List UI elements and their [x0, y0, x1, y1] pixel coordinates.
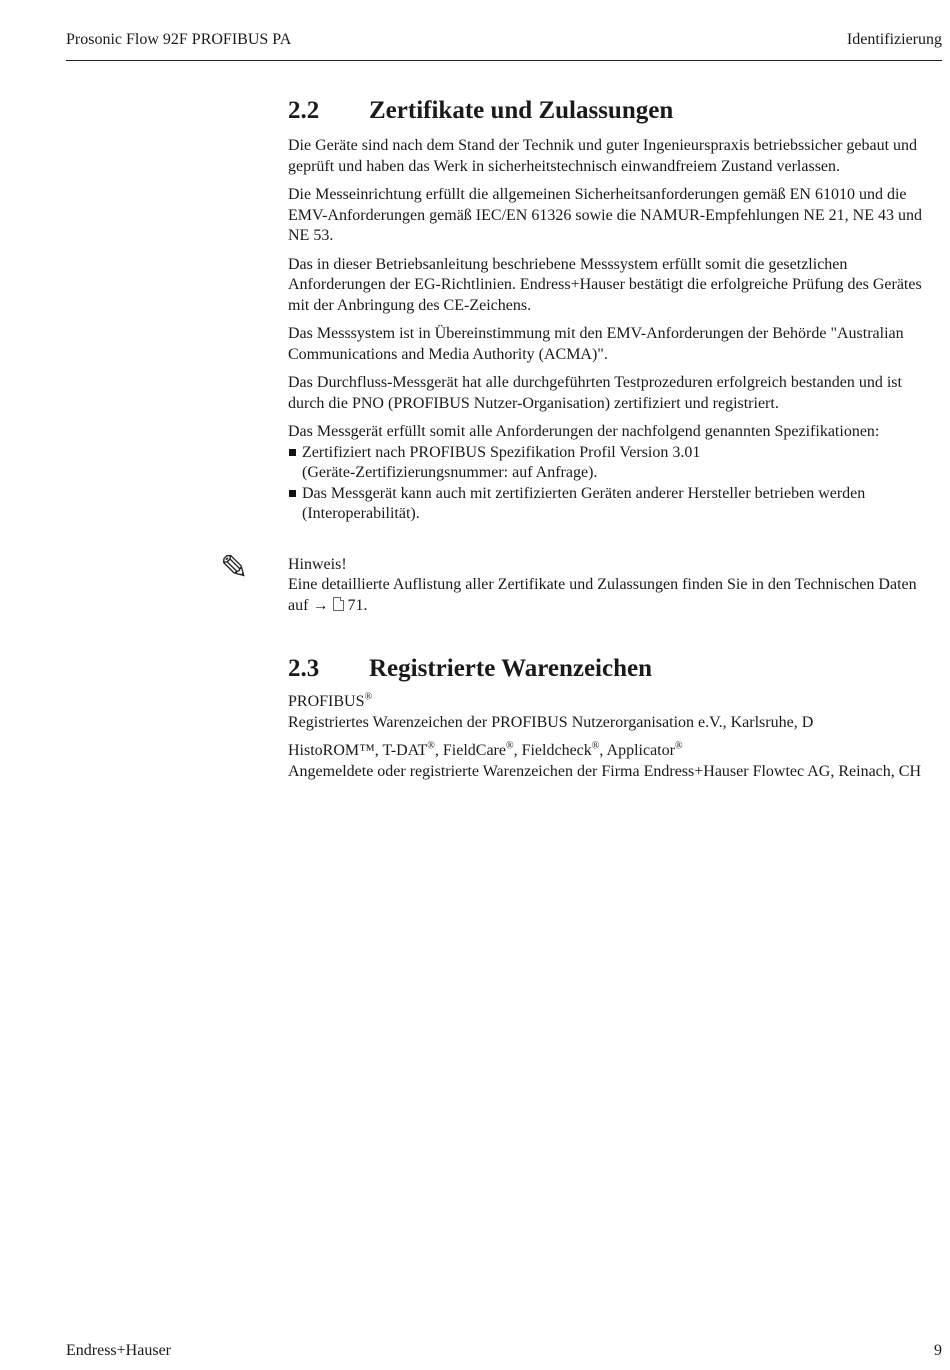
header-chapter-title: Identifizierung: [846, 31, 942, 48]
list-item: Das Messgerät kann auch mit zertifizierten Geräten anderer Hersteller betrieben werden (Interoperabilität).: [288, 484, 942, 525]
section-2-3-heading: [288, 654, 942, 684]
trademark-entry: PROFIBUS® Registriertes Warenzeichen der PROFIBUS Nutzerorganisation e.V., Karlsruhe, D: [288, 691, 814, 731]
trademark-owner: Angemeldete oder registrierte Warenzeichen der Firma Endress+Hauser Flowtec AG, Reinach, CH: [288, 762, 921, 780]
section-title: Zertifikate und Zulassungen: [369, 97, 674, 124]
trademark-name: FieldCare: [442, 742, 506, 759]
page-number: 9: [934, 1342, 942, 1359]
page-footer: [66, 1342, 942, 1360]
paragraph: Die Geräte sind nach dem Stand der Technik und guter Ingenieurspraxis betriebssicher gebaut und geprüft und haben das Werk in sicherheitstechnisch einwandfreiem Zustand verlassen.: [288, 137, 918, 175]
hint-reference: auf → 71.: [288, 596, 368, 614]
page-header: [66, 31, 942, 61]
paragraph: Das in dieser Betriebsanleitung beschriebene Messsystem erfüllt somit die gesetzlichen Anforderungen der EG-Richtlinien. Endress+Hauser bestätigt die erfolgreiche Prüfung des Gerätes mit der Anbringung des CE-Zeichens.: [288, 255, 922, 314]
hint-title: Hinweis!: [288, 555, 347, 573]
header-document-title: Prosonic Flow 92F PROFIBUS PA: [66, 31, 292, 48]
section-number: 2.3: [288, 655, 320, 682]
specification-list: [288, 443, 942, 525]
footer-company: Endress+Hauser: [66, 1342, 171, 1359]
page-icon: [333, 597, 344, 611]
trademark-owner: Registriertes Warenzeichen der PROFIBUS Nutzerorganisation e.V., Karlsruhe, D: [288, 713, 814, 731]
section-2-2-heading: [288, 96, 942, 126]
section-2-3: [288, 654, 942, 782]
arrow-icon: →: [312, 596, 329, 614]
pencil-icon: ✎: [220, 547, 249, 588]
paragraph: Das Messsystem ist in Übereinstimmung mit den EMV-Anforderungen der Behörde "Australian Communications and Media Authority (ACMA)".: [288, 325, 904, 363]
paragraph: Das Durchfluss-Messgerät hat alle durchgeführten Testprozeduren erfolgreich bestanden und ist durch die PNO (PROFIBUS Nutzer-Organisation) zertifiziert und registriert.: [288, 374, 902, 412]
paragraph: Das Messgerät erfüllt somit alle Anforderungen der nachfolgend genannten Spezifikationen:: [288, 423, 880, 440]
list-item: Zertifiziert nach PROFIBUS Spezifikation Profil Version 3.01 (Geräte-Zertifizierungsnummer: auf Anfrage).: [288, 443, 942, 484]
trademark-name: Applicator: [606, 742, 675, 759]
page-content: [220, 96, 942, 790]
hint-text: Eine detaillierte Auflistung aller Zertifikate und Zulassungen finden Sie in den Technischen Daten: [288, 576, 917, 593]
trademark-name: Fieldcheck: [521, 742, 592, 759]
trademark-entry: HistoROM™, T-DAT®, FieldCare®, Fieldcheck®, Applicator® Angemeldete oder registrierte Warenzeichen der Firma Endress+Hauser Flowtec AG, Reinach, CH: [288, 740, 921, 780]
hint-box: [220, 547, 942, 617]
trademark-name: HistoROM™, T-DAT: [288, 742, 428, 759]
trademark-name: PROFIBUS: [288, 693, 365, 710]
section-number: 2.2: [288, 97, 320, 124]
section-2-2: [288, 96, 942, 525]
paragraph: Die Messeinrichtung erfüllt die allgemeinen Sicherheitsanforderungen gemäß EN 61010 und die EMV-Anforderungen gemäß IEC/EN 61326 sowie die NAMUR-Empfehlungen NE 21, NE 43 und NE 53.: [288, 186, 922, 244]
page-reference[interactable]: 71.: [347, 596, 368, 614]
section-title: Registrierte Warenzeichen: [369, 655, 653, 682]
